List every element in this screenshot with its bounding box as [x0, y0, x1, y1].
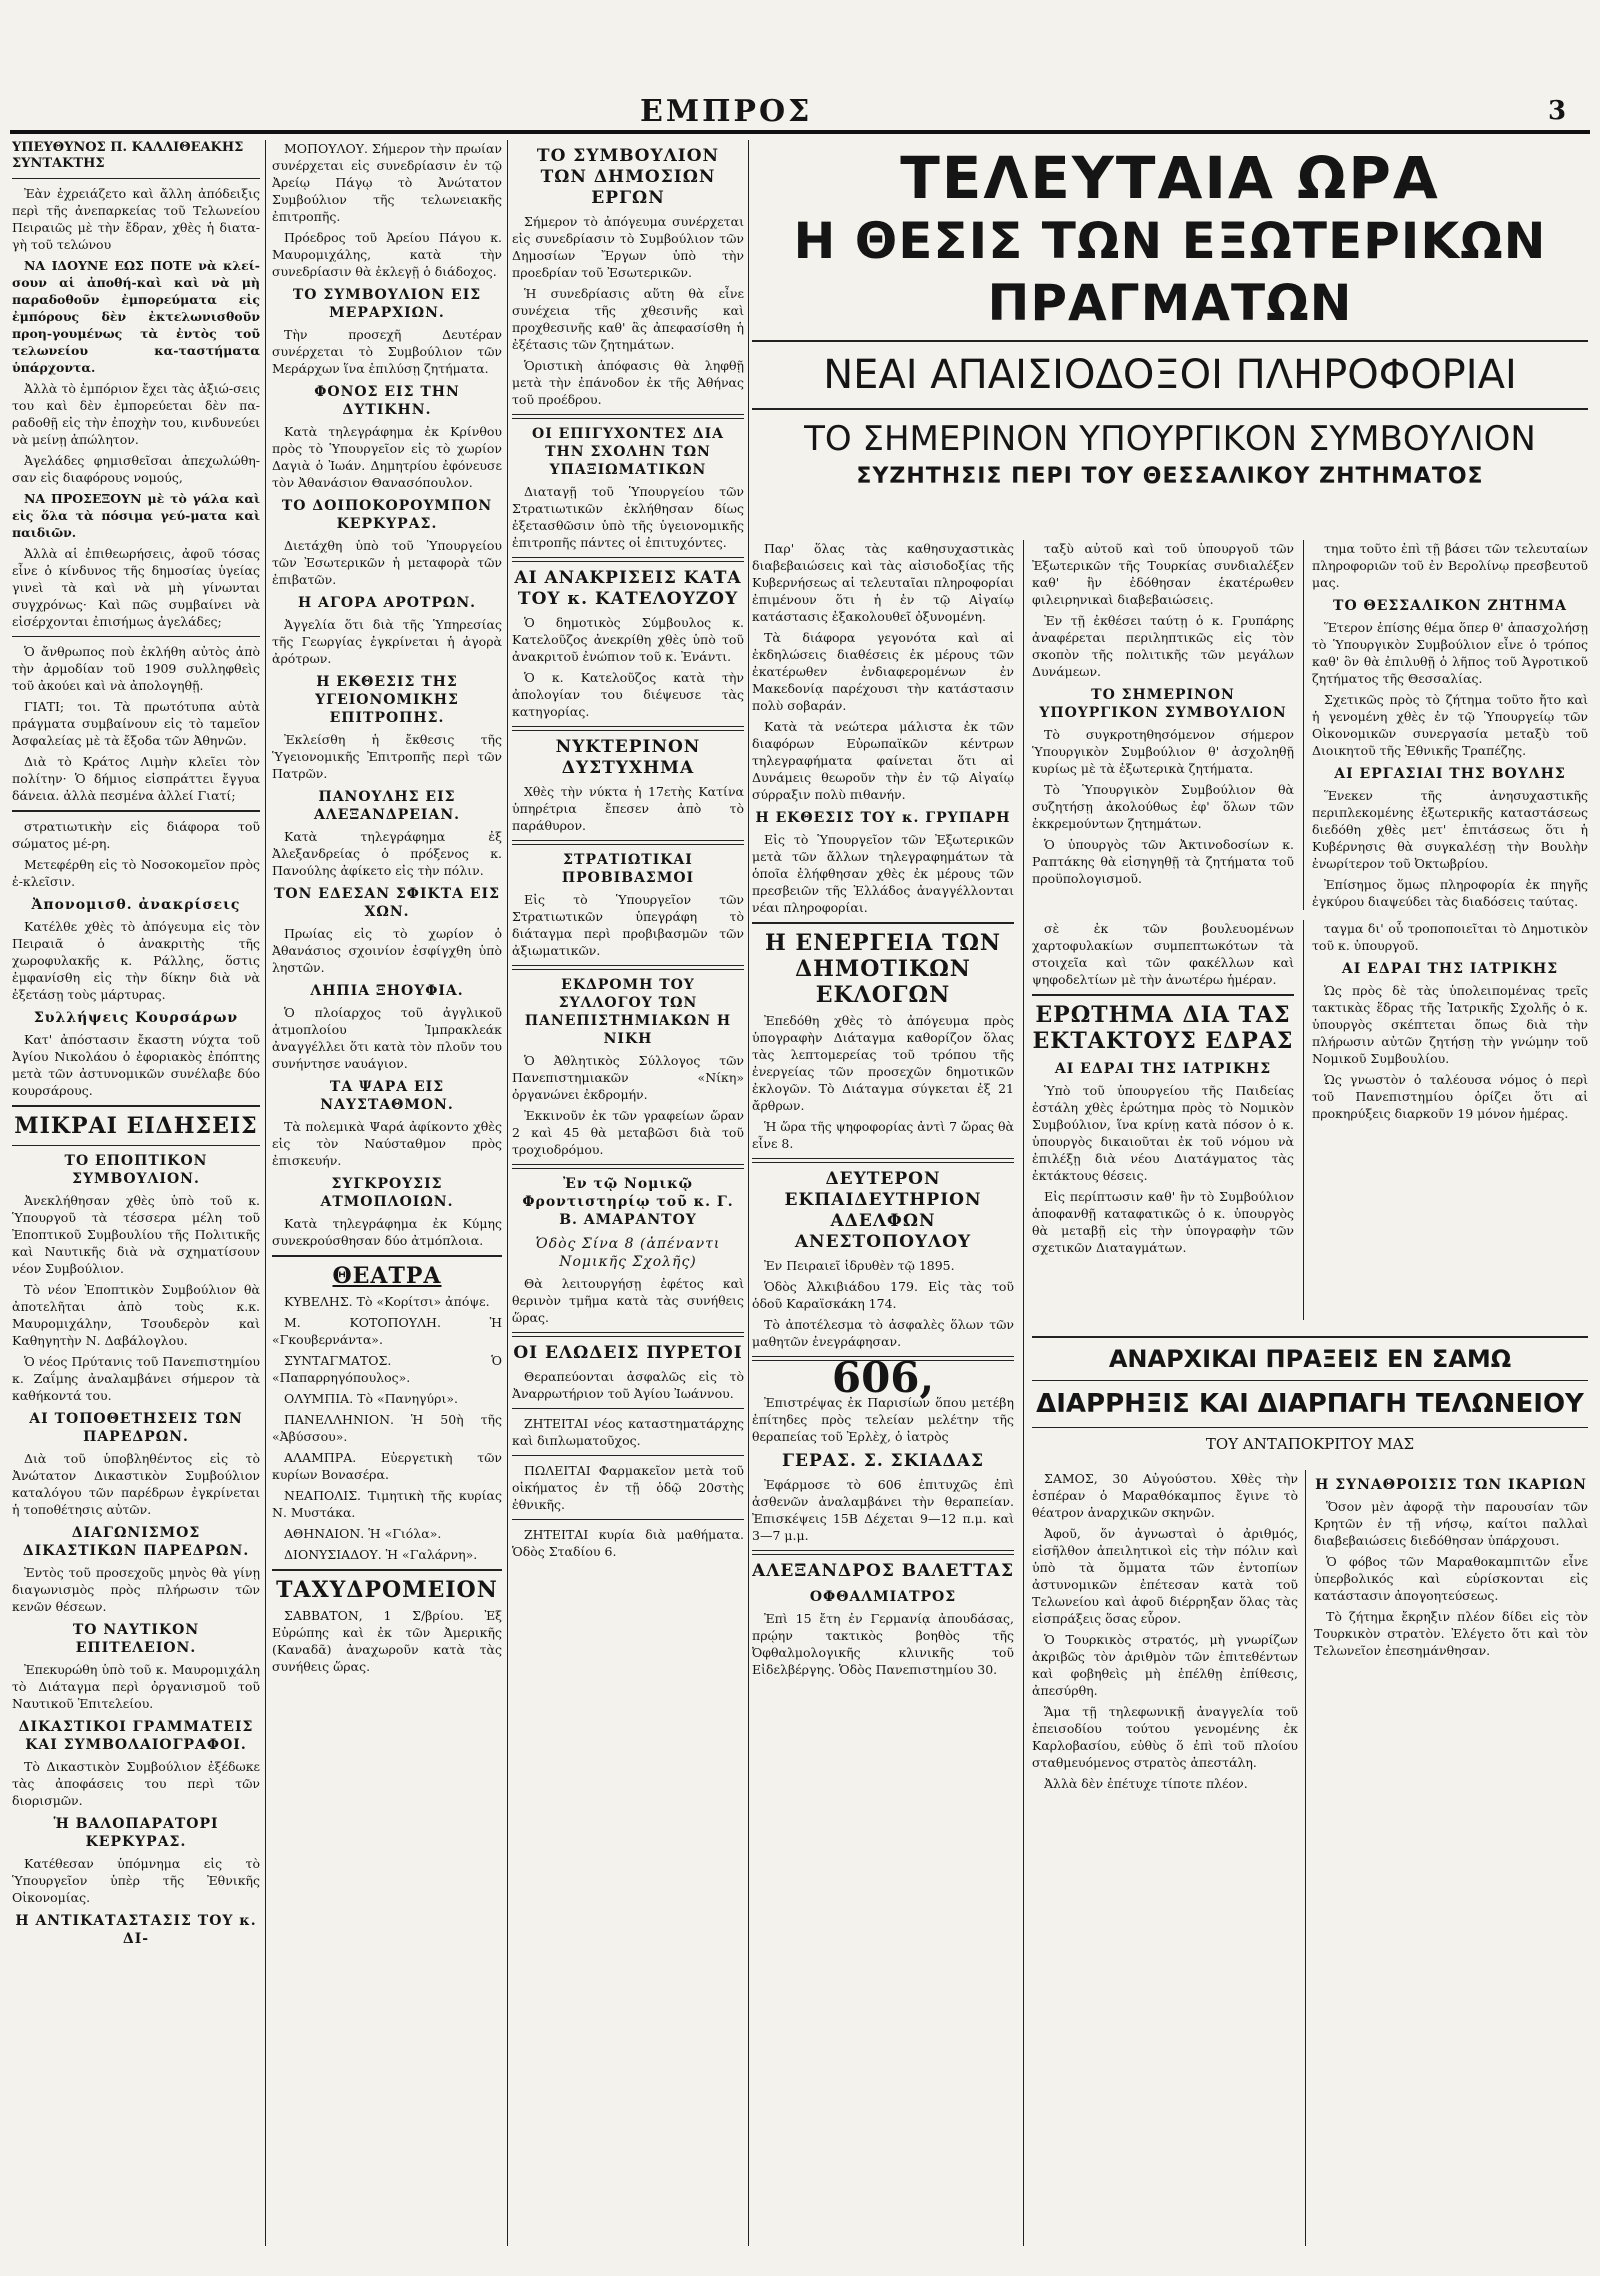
- paragraph: ΓΙΑΤΙ; τοι. Τὰ πρωτότυπα αὐτὰ πράγματα συμβαίνουν εἰς τὸ ταμεῖον Ἀσφαλείας μὲ τὰ ἔξοδα τῶν Ἀθηνῶν.: [12, 699, 260, 748]
- theatre-listing: ΑΛΑΜΠΡΑ. Εὐεργετικὴ τῶν κυρίων Βονασέρα.: [272, 1450, 502, 1482]
- advertisement-heading: Ἐν τῷ Νομικῷ Φροντιστηρίῳ τοῦ κ. Γ. Β. ΑΜΑΡΑΝΤΟΥ: [522, 1176, 734, 1228]
- paragraph: Εἰς περίπτωσιν καθ' ἣν τὸ Συμβούλιον ἀποφανθῇ καταφατικῶς ὁ κ. ὑπουργὸς θὰ μεταβῇ εἰς τὴν ὑπογραφὴν τῶν σχετικῶν Διαταγμάτων.: [1032, 1189, 1294, 1255]
- paragraph: Ὁριστικὴ ἀπόφασις θὰ ληφθῇ μετὰ τὴν ἐπάνοδον ἐκ τῆς Ἀθήνας τοῦ προέδρου.: [512, 358, 744, 407]
- masthead-rule: [10, 130, 1590, 134]
- headline-foreign-affairs: Η ΘΕΣΙΣ ΤΩΝ ΕΞΩΤΕΡΙΚΩΝ ΠΡΑΓΜΑΤΩΝ: [793, 212, 1547, 332]
- page-number: 3: [1548, 96, 1567, 126]
- headline-pessimistic-news: ΝΕΑΙ ΑΠΑΙΣΙΟΔΟΞΟΙ ΠΛΗΡΟΦΟΡΙΑΙ: [823, 352, 1517, 398]
- paragraph: Ἀλλὰ δὲν ἐπέτυχε τίποτε πλέον.: [1044, 1776, 1248, 1791]
- paragraph: Σχετικῶς πρὸς τὸ ζήτημα τοῦτο ἤτο καὶ ἡ γενομένη χθὲς ἐν τῷ Ὑπουργείῳ τῶν Οἰκονομικῶν συνεργασία μεταξὺ τοῦ Διοικητοῦ τῆς Ἐθνικῆς Τραπέζης.: [1312, 692, 1588, 758]
- section-heading: ΤΑΧΥΔΡΟΜΕΙΟΝ: [276, 1577, 498, 1603]
- divider: [272, 1569, 502, 1571]
- doctor-name: ΓΕΡΑΣ. Σ. ΣΚΙΑΔΑΣ: [781, 1451, 985, 1471]
- paragraph: ΣΑΒΒΑΤΟΝ, 1 Σ/βρίου. Ἐξ Εὐρώπης καὶ ἐκ τῶν Ἀμερικῆς (Καναδᾶ) ἀναχωροῦν κατὰ τὰς συνήθεις ὥρας.: [272, 1608, 502, 1674]
- subheading: Η ΑΓΟΡΑ ΑΡΟΤΡΩΝ.: [297, 595, 477, 611]
- divider: [1032, 1336, 1588, 1338]
- divider: [512, 1164, 744, 1169]
- paragraph: Ἐπὶ 15 ἔτη ἐν Γερμανίᾳ ἀπουδάσας, πρῴην τακτικὸς βοηθὸς τῆς Ὀφθαλμολογικῆς κλινικῆς τοῦ Εἰδελβέργης. Ὁδὸς Πανεπιστημίου 30.: [752, 1611, 1014, 1677]
- divider: [12, 1105, 260, 1107]
- theatre-listing: ΟΛΥΜΠΙΑ. Τὸ «Πανηγύρι».: [284, 1391, 458, 1406]
- divider: [512, 557, 744, 562]
- paragraph: Ἐκκινοῦν ἐκ τῶν γραφείων ὥραν 2 καὶ 45 θὰ μεταβῶσι διὰ τοῦ τροχιοδρόμου.: [512, 1108, 744, 1157]
- correspondent-line: ΤΟΥ ΑΝΤΑΠΟΚΡΙΤΟΥ ΜΑΣ: [1205, 1435, 1415, 1453]
- section-heading: ΕΡΩΤΗΜΑ ΔΙΑ ΤΑΣ ΕΚΤΑΚΤΟΥΣ ΕΔΡΑΣ: [1032, 1002, 1294, 1054]
- subheading: ΤΟ ΝΑΥΤΙΚΟΝ ΕΠΙΤΕΛΕΙΟΝ.: [72, 1622, 200, 1656]
- headline-customs-robbery: ΔΙΑΡΡΗΞΙΣ ΚΑΙ ΔΙΑΡΠΑΓΗ ΤΕΛΩΝΕΙΟΥ: [1036, 1389, 1584, 1419]
- subheading: ΑΙ ΕΔΡΑΙ ΤΗΣ ΙΑΤΡΙΚΗΣ: [1341, 961, 1559, 977]
- paragraph: ΣΑΜΟΣ, 30 Αὐγούστου. Χθὲς τὴν ἑσπέραν ὁ Μαραθόκαμπος ἔγινε τὸ θέατρον ἀναρχικῶν σκηνῶν.: [1032, 1471, 1298, 1520]
- paragraph: Ὁ ἄνθρωπος ποὺ ἐκλήθη αὐτὸς ἀπὸ τὴν ἀρμοδίαν τοῦ 1909 συλληφθεὶς τοῦ ἀκούει καὶ νὰ ἀπολογηθῇ.: [12, 644, 260, 693]
- divider: [752, 340, 1588, 342]
- doctor-specialty: ΟΦΘΑΛΜΙΑΤΡΟΣ: [809, 1589, 957, 1605]
- paragraph: Ἐπιστρέψας ἐκ Παρισίων ὅπου μετέβη ἐπίτηδες πρὸς τελείαν μελέτην τῆς θεραπείας τοῦ Ἐρλὲχ, ὁ ἰατρὸς: [752, 1395, 1014, 1444]
- theatre-listing: ΑΘΗΝΑΙΟΝ. Ἡ «Γιόλα».: [284, 1526, 442, 1541]
- paragraph: Ἐπεκυρώθη ὑπὸ τοῦ κ. Μαυρομιχάλη τὸ Διάταγμα περὶ ὀργανισμοῦ τοῦ Ναυτικοῦ Ἐπιτελείου.: [12, 1662, 260, 1711]
- paragraph: Ἀλλὰ τὸ ἐμπόριον ἔχει τὰς ἀξιώ-σεις του καὶ δὲν ἐμπορεύεται δὲν πα-ραδοθῇ εἰς τὴν ἐποχὴν του, κινδυνεύει νὰ μείνῃ ἀπώλητον.: [12, 381, 260, 447]
- paragraph: ταγμα δι' οὗ τροποποιεῖται τὸ Δημοτικὸν τοῦ κ. ὑπουργοῦ.: [1312, 921, 1588, 953]
- subheading: ΣΥΓΚΡΟΥΣΙΣ ΑΤΜΟΠΛΟΙΩΝ.: [320, 1176, 454, 1210]
- paragraph: Τὴν προσεχῆ Δευτέραν συνέρχεται τὸ Συμβούλιον τῶν Μεράρχων ἵνα ἐπιλύσῃ ζητήματα.: [272, 327, 502, 376]
- paragraph: Σήμερον τὸ ἀπόγευμα συνέρχεται εἰς συνεδρίασιν τὸ Συμβούλιον τῶν Δημοσίων Ἔργων ὑπὸ τὴν προεδρίαν τοῦ Ἐσωτερικῶν.: [512, 214, 744, 280]
- column-rule: [1303, 920, 1304, 1320]
- paragraph: Ἕνεκεν τῆς ἀνησυχαστικῆς περιπλεκομένης ἐξωτερικῆς καταστάσεως διεδόθη χθὲς μετ' ἐπιτάσεως ὅτι ἡ Κυβέρνησις θὰ συγκαλέσῃ τὴν Βουλὴν ἐνωρίτερον τοῦ Ὀκτωβρίου.: [1312, 788, 1588, 871]
- column-rule: [748, 140, 749, 2246]
- classified-ad: ΖΗΤΕΙΤΑΙ νέος καταστηματάρχης καὶ διπλωματοῦχος.: [512, 1416, 744, 1448]
- paragraph: Ἀφοῦ, ὅν ἀγνωσταὶ ὁ ἀριθμός, εἰσῆλθον ἀπειλητικοὶ εἰς τὴν πόλιν καὶ ὑπὸ τὰ ὄμματα τῶν ἐντοπίων ἀστυνομικῶν ἐπέτεσαν κατὰ τοῦ Τελωνείου καὶ ἀφοῦ διέρρηξαν ὅλας τὰς εἰσπράξεις ὅσας εὗρον.: [1032, 1526, 1298, 1626]
- paragraph: Μετεφέρθη εἰς τὸ Νοσοκομεῖον πρὸς ἐ-κλεῖσιν.: [12, 857, 260, 889]
- paragraph: Τὸ ἀποτέλεσμα τὸ ἀσφαλὲς ὅλων τῶν μαθητῶν ἐνεγράφησαν.: [752, 1317, 1014, 1349]
- subheading: ΔΙΚΑΣΤΙΚΟΙ ΓΡΑΜΜΑΤΕΙΣ ΚΑΙ ΣΥΜΒΟΛΑΙΟΓΡΑΦΟΙ.: [18, 1719, 254, 1753]
- subheading: ΤΟ ΘΕΣΣΑΛΙΚΟΝ ΖΗΤΗΜΑ: [1333, 598, 1567, 614]
- paragraph: Τὸ Δικαστικὸν Συμβούλιον ἐξέδωκε τὰς ἀποφάσεις του περὶ τῶν διορισμῶν.: [12, 1759, 260, 1808]
- divider: [512, 1408, 744, 1409]
- paragraph: Ἡ ὥρα τῆς ψηφοφορίας ἀντὶ 7 ὥρας θὰ εἶνε 8.: [752, 1119, 1014, 1151]
- subheading: Ἡ ΒΑΛΟΠΑΡΑΤΟΡΙ ΚΕΡΚΥΡΑΣ.: [53, 1816, 219, 1850]
- right-column-2: [1032, 540, 1294, 910]
- advertisement-606: 606,: [831, 1353, 935, 1402]
- paragraph: Ὁ φόβος τῶν Μαραθοκαμπιτῶν εἶνε ὑπερβολικός καὶ εὑρίσκονται εἰς κατάστασιν ἀπογοητεύσεως.: [1314, 1554, 1588, 1603]
- column-1: [12, 140, 260, 2246]
- headline-thessalian-question: ΣΥΖΗΤΗΣΙΣ ΠΕΡΙ ΤΟΥ ΘΕΣΣΑΛΙΚΟΥ ΖΗΤΗΜΑΤΟΣ: [856, 464, 1484, 489]
- section-heading: ΝΥΚΤΕΡΙΝΟΝ ΔΥΣΤΥΧΗΜΑ: [555, 737, 701, 778]
- doctor-name: ΑΛΕΞΑΝΔΡΟΣ ΒΑΛΕΤΤΑΣ: [752, 1561, 1014, 1581]
- section-heading: ΟΙ ΕΛΩΔΕΙΣ ΠΥΡΕΤΟΙ: [513, 1343, 743, 1363]
- headline-last-hour: ΤΕΛΕΥΤΑΙΑ ΩΡΑ: [900, 144, 1440, 212]
- advertisement-heading: ΔΕΥΤΕΡΟΝ ΕΚΠΑΙΔΕΥΤΗΡΙΟΝ ΑΔΕΛΦΩΝ ΑΝΕΣΤΟΠΟΥΛΟΥ: [784, 1169, 982, 1252]
- divider: [1032, 1380, 1588, 1381]
- samos-article-header: [1032, 1330, 1588, 1454]
- right-column-3: [1312, 540, 1588, 910]
- divider: [512, 840, 744, 845]
- subheading: ΑΙ ΤΟΠΟΘΕΤΗΣΕΙΣ ΤΩΝ ΠΑΡΕΔΡΩΝ.: [29, 1411, 243, 1445]
- subheading: Η ΣΥΝΑΘΡΟΙΣΙΣ ΤΩΝ ΙΚΑΡΙΩΝ: [1315, 1477, 1587, 1493]
- headline-samos: ΑΝΑΡΧΙΚΑΙ ΠΡΑΞΕΙΣ ΕΝ ΣΑΜΩ: [1108, 1345, 1512, 1373]
- paragraph: Διετάχθη ὑπὸ τοῦ Ὑπουργείου τῶν Ἐσωτερικῶν ἡ μεταφορὰ τῶν ἐπιβατῶν.: [272, 538, 502, 587]
- column-rule: [1305, 1470, 1306, 2246]
- paragraph: Τὸ Ὑπουργικὸν Συμβούλιον θὰ συζητήσῃ ἀκολούθως ἐφ' ὅλων τῶν ἐκκρεμούντων ζητημάτων.: [1032, 782, 1294, 831]
- divider: [512, 1332, 744, 1337]
- paragraph: Ἐντὸς τοῦ προσεχοῦς μηνὸς θὰ γίνῃ διαγωνισμὸς πρὸς πλήρωσιν τῶν κενῶν θέσεων.: [12, 1565, 260, 1614]
- paragraph: Ὅσον μὲν ἀφορᾷ τὴν παρουσίαν τῶν Κρητῶν ἐν τῇ νήσῳ, καίτοι παλλαὶ διαβεβαιώσεις διεδόθησαν ὑπάρχουσι.: [1314, 1499, 1588, 1548]
- paragraph: Ἐφάρμοσε τὸ 606 ἐπιτυχῶς ἐπὶ ἀσθενῶν ἀναλαμβάνει τὴν θεραπείαν. Ἐπισκέψεις 15Β Δέχεται 9—12 π.μ. καὶ 3—7 μ.μ.: [752, 1477, 1014, 1543]
- paragraph: Ἐκλείσθη ἡ ἔκθεσις τῆς Ὑγειονομικῆς Ἐπιτροπῆς περὶ τῶν Πατρῶν.: [272, 732, 502, 781]
- column-rule: [1023, 540, 1024, 2246]
- paragraph: Ἐν τῇ ἐκθέσει ταύτῃ ὁ κ. Γρυπάρης ἀναφέρεται περιληπτικῶς εἰς τὸν σκοπὸν τῆς πολιτικῆς τῶν μεγάλων Δυνάμεων.: [1032, 613, 1294, 679]
- paragraph: Ἀγγελία ὅτι διὰ τῆς Ὑπηρεσίας τῆς Γεωργίας ἐγκρίνεται ἡ ἀγορὰ ἀρότρων.: [272, 617, 502, 666]
- right-column-2-cont: [1032, 920, 1294, 1320]
- divider: [512, 414, 744, 419]
- section-heading: ΑΙ ΑΝΑΚΡΙΣΕΙΣ ΚΑΤΑ ΤΟΥ κ. ΚΑΤΕΛΟΥΖΟΥ: [514, 568, 742, 609]
- paragraph: Ὡς πρὸς δὲ τὰς ὑπολειπομένας τρεῖς τακτικὰς ἕδρας τῆς Ἰατρικῆς Σχολῆς ὁ κ. ὑπουργὸς σκέπτεται ὅπως διὰ τὴν πλήρωσιν αὐτῶν ζητήσῃ τὴν γνώμην τοῦ Νομικοῦ Συμβουλίου.: [1312, 983, 1588, 1066]
- paragraph: Κατὰ τὰ νεώτερα μάλιστα ἐκ τῶν διαφόρων Εὐρωπαϊκῶν κέντρων τηλεγραφήματα φαίνεται ὅτι αἱ Δυνάμεις θεωροῦν τὴν ἐν τῷ Αἰγαίῳ σύρραξιν πολὺ πιθανήν.: [752, 719, 1014, 802]
- subheading: Συλλήψεις Κουρσάρων: [33, 1010, 239, 1026]
- responsible-editor: [12, 140, 260, 172]
- subheading: ΔΙΑΓΩΝΙΣΜΟΣ ΔΙΚΑΣΤΙΚΩΝ ΠΑΡΕΔΡΩΝ.: [22, 1525, 250, 1559]
- subheading: ΤΟ ΔΟΙΠΟΚΟΡΟΥΜΠΟΝ ΚΕΡΚΥΡΑΣ.: [281, 498, 493, 532]
- theatre-listing: ΠΑΝΕΛΛΗΝΙΟΝ. Ἡ 50ὴ τῆς «Ἀβύσσου».: [272, 1412, 502, 1444]
- subheading: ΤΑ ΨΑΡΑ ΕΙΣ ΝΑΥΣΤΑΘΜΟΝ.: [320, 1079, 454, 1113]
- advertisement-address: Ὁδὸς Σίνα 8 (ἀπέναντι Νομικῆς Σχολῆς): [535, 1236, 721, 1270]
- section-heading: ΤΟ ΣΥΜΒΟΥΛΙΟΝ ΤΩΝ ΔΗΜΟΣΙΩΝ ΕΡΓΩΝ: [536, 146, 720, 208]
- editor-line: ΥΠΕΥΘΥΝΟΣ Π. ΚΑΛΛΙΘΕΑΚΗΣ: [12, 140, 244, 155]
- paragraph: στρατιωτικὴν εἰς διάφορα τοῦ σώματος μέ-ρη.: [12, 819, 260, 851]
- subheading: Η ΑΝΤΙΚΑΤΑΣΤΑΣΙΣ ΤΟΥ κ. ΔΙ-: [15, 1913, 257, 1947]
- paragraph: Κατὰ τηλεγράφημα ἐκ Κρίνθου πρὸς τὸ Ὑπουργεῖον εἰς τὸ χωρίον Δαγιὰ ὁ Ἰωάν. Δημητρίου ἐφόνευσε τὸν Ἀθανάσιον Θανασόπουλον.: [272, 424, 502, 490]
- paragraph: Τὰ διάφορα γεγονότα καὶ αἱ ἐκδηλώσεις διαθέσεις ἐκ μέρους τῶν ἐκατέρωθεν ἐνδιαφερομένων ἐν Μακεδονίᾳ παρέχουσι τὴν κατάστασιν πολὺ σοβαράν.: [752, 630, 1014, 713]
- paragraph: Πρωίας εἰς τὸ χωρίον ὁ Ἀθανάσιος σχοινίον ἐσφίγχθη ὑπὸ ληστῶν.: [272, 926, 502, 975]
- paragraph: Τὸ ζήτημα ἔκρηξιν πλέον δίδει εἰς τὸν Τουρκικὸν στρατὸν. Ἐλέγετο ὅτι καὶ τὸν Τελωνεῖον ἐπεσημάνθησαν.: [1314, 1609, 1588, 1658]
- divider: [512, 726, 744, 731]
- paragraph: Ἐπίσημος ὅμως πληροφορία ἐκ πηγῆς ἐγκύρου διαψεύδει τὰς διαδόσεις ταύτας.: [1312, 877, 1588, 909]
- classified-ad: ΠΩΛΕΙΤΑΙ Φαρμακεῖον μετὰ τοῦ οἰκήματος ἐν τῇ ὁδῷ 20στὴς ἐθνικῆς.: [512, 1463, 744, 1512]
- subheading: ΤΟΝ ΕΔΕΣΑΝ ΣΦΙΚΤΑ ΕΙΣ ΧΩΝ.: [273, 886, 500, 920]
- paragraph: Ὁδὸς Ἀλκιβιάδου 179. Εἰς τὰς τοῦ ὁδοῦ Καραϊσκάκη 174.: [752, 1279, 1014, 1311]
- divider: [512, 1455, 744, 1456]
- theatre-listing: ΔΙΟΝΥΣΙΑΔΟΥ. Ἡ «Γαλάρνη».: [284, 1547, 478, 1562]
- paragraph: Κατέθεσαν ὑπόμνημα εἰς τὸ Ὑπουργεῖον ὑπὲρ τῆς Ἐθνικῆς Οἰκονομίας.: [12, 1856, 260, 1905]
- theatre-listing: ΝΕΑΠΟΛΙΣ. Τιμητικὴ τῆς κυρίας Ν. Μυστάκα.: [272, 1488, 502, 1520]
- subheading: Η ΕΚΘΕΣΙΣ ΤΟΥ κ. ΓΡΥΠΑΡΗ: [755, 810, 1011, 826]
- section-heading: ΕΚΔΡΟΜΗ ΤΟΥ ΣΥΛΛΟΓΟΥ ΤΩΝ ΠΑΝΕΠΙΣΤΗΜΙΑΚΩΝ Η ΝΙΚΗ: [524, 977, 732, 1047]
- paragraph: τημα τοῦτο ἐπὶ τῇ βάσει τῶν τελευταίων πληροφοριῶν τοῦ ἐν Βερολίνῳ πρεσβευτοῦ μας.: [1312, 541, 1588, 590]
- last-hour-section: [752, 140, 1588, 2246]
- headline-cabinet-council: ΤΟ ΣΗΜΕΡΙΝΟΝ ΥΠΟΥΡΓΙΚΟΝ ΣΥΜΒΟΥΛΙΟΝ: [804, 419, 1536, 459]
- paragraph: Διὰ τοῦ ὑποβληθέντος εἰς τὸ Ἀνώτατον Δικαστικὸν Συμβούλιον καταλόγου τῶν παρέδρων ἐγκρίνεται ἡ τοποθέτησις αὐτῶν.: [12, 1451, 260, 1517]
- subheading: ΤΟ ΕΠΟΠΤΙΚΟΝ ΣΥΜΒΟΥΛΙΟΝ.: [64, 1153, 208, 1187]
- paragraph: ΝΑ ΠΡΟΣΕΞΟΥΝ μὲ τὸ γάλα καὶ εἰς ὅλα τὰ πόσιμα γεύ-ματα καὶ παιδιῶν.: [12, 491, 260, 540]
- editor-role: ΣΥΝΤΑΚΤΗΣ: [12, 156, 105, 171]
- subheading: ΠΑΝΟΥΛΗΣ ΕΙΣ ΑΛΕΞΑΝΔΡΕΙΑΝ.: [313, 789, 461, 823]
- paragraph: Ἕτερον ἐπίσης θέμα ὅπερ θ' ἀπασχολήσῃ τὸ Ὑπουργικὸν Συμβούλιον εἶνε ὁ τρόπος καθ' ὃν θὰ ἐπιλυθῇ ὁ λῆπος τοῦ Ἀγροτικοῦ ζητήματος τῆς Θεσσαλίας.: [1312, 620, 1588, 686]
- paragraph: Ὁ νέος Πρύτανις τοῦ Πανεπιστημίου κ. Ζαΐμης ἀναλαμβάνει σήμερον τὰ καθήκοντά του.: [12, 1354, 260, 1403]
- divider: [752, 1158, 1014, 1163]
- column-rule: [507, 140, 508, 2246]
- paragraph: Ὡς γνωστὸν ὁ ταλέουσα νόμος ὁ περὶ τοῦ Πανεπιστημίου ὁρίζει ὅτι αἱ προκηρύξεις διαρκοῦν 19 μόνον ἡμέρας.: [1312, 1072, 1588, 1121]
- samos-column-1: [1032, 1470, 1298, 2246]
- paragraph: Θεραπεύονται ἀσφαλῶς εἰς τὸ Ἀναρρωτήριον τοῦ Ἀγίου Ἰωάννου.: [512, 1369, 744, 1401]
- paragraph: Ἀγελάδες φημισθεῖσαι ἀπεχωλώθη-σαν εἰς διαφόρους νομούς,: [12, 453, 260, 485]
- paragraph: Παρ' ὅλας τὰς καθησυχαστικὰς διαβεβαιώσεις καὶ τὰς αἰσιοδοξίας τῆς Κυβερνήσεως αἱ τελευταῖαι πληροφορίαι ἐπιμένουν ὅτι ἡ ἐν τῷ Αἰγαίῳ κατάστασις ἐξακολουθεῖ ὀξυνομένη.: [752, 541, 1014, 624]
- right-column-3-cont: [1312, 920, 1588, 1320]
- paragraph: Ἀνεκλήθησαν χθὲς ὑπὸ τοῦ κ. Ὑπουργοῦ τὰ τέσσερα μέλη τοῦ Ἐποπτικοῦ Συμβουλίου τῆς Πολιτικῆς καὶ Ναυτικῆς διὰ νὰ σχηματίσουν νέον Συμβούλιον.: [12, 1193, 260, 1276]
- subheading: ΤΟ ΣΥΜΒΟΥΛΙΟΝ ΕΙΣ ΜΕΡΑΡΧΙΩΝ.: [292, 287, 482, 321]
- subheading: ΑΙ ΕΡΓΑΣΙΑΙ ΤΗΣ ΒΟΥΛΗΣ: [1334, 766, 1566, 782]
- paragraph: Ὁ ὑπουργὸς τῶν Ἀκτινοδοσίων κ. Ραπτάκης θὰ εἰσηγηθῇ τὰ ζητήματα τοῦ προϋπολογισμοῦ.: [1032, 837, 1294, 886]
- newspaper-title: ΕΜΠΡΟΣ: [640, 94, 813, 129]
- section-heading: ΣΤΡΑΤΙΩΤΙΚΑΙ ΠΡΟΒΙΒΑΣΜΟΙ: [561, 852, 695, 886]
- column-rule: [1303, 540, 1304, 910]
- paragraph: ΜΟΠΟΥΛΟΥ. Σήμερον τὴν πρωίαν συνέρχεται εἰς συνεδρίασιν ἐν τῷ Ἀρείῳ Πάγῳ τὸ Ἀνώτατον Συμβούλιον τῆς τελωνειακῆς ἐπιτροπῆς.: [272, 141, 502, 224]
- paragraph: Ὑπὸ τοῦ ὑπουργείου τῆς Παιδείας ἐστάλη χθὲς ἐρώτημα πρὸς τὸ Νομικὸν Συμβούλιον, ἵνα κρίνῃ κατὰ πόσον ὁ κ. ὑπουργὸς δικαιοῦται ἐκ τοῦ νόμου νὰ ἐπιλέξῃ διὰ νέου Διατάγματος τὰς ἐκτάκτους θέσεις.: [1032, 1083, 1294, 1183]
- subheading: Ἀπονομισθ. ἀνακρίσεις: [31, 897, 241, 913]
- paragraph: Εἰς τὸ Ὑπουργεῖον τῶν Ἐξωτερικῶν μετὰ τῶν ἄλλων τηλεγραφημάτων τὰ ὁποῖα ἐλήφθησαν χθὲς ἐκ μέρους τῶν πρεσβειῶν τῆς Ἑλλάδος ἀναγγέλλονται νέαι πληροφορίαι.: [752, 832, 1014, 915]
- divider: [12, 636, 260, 637]
- subheading: ΛΗΠΙΑ ΞΗΟΥΦΙΑ.: [310, 983, 464, 999]
- theatre-listing: ΣΥΝΤΑΓΜΑΤΟΣ. Ὁ «Παπαρρηγόπουλος».: [272, 1353, 502, 1385]
- paragraph: Χθὲς τὴν νύκτα ἡ 17ετὴς Κατίνα ὑπηρέτρια ἔπεσεν ἀπὸ τὸ παράθυρον.: [512, 784, 744, 833]
- paragraph: Ὁ πλοίαρχος τοῦ ἀγγλικοῦ ἀτμοπλοίου Ἰμπρακλεάκ ἀναγγέλλει ὅτι κατὰ τὸν πλοῦν του συνήντησε ναυάγιον.: [272, 1005, 502, 1071]
- paragraph: Ἐν Πειραιεῖ ἱδρυθὲν τῷ 1895.: [764, 1258, 955, 1273]
- samos-column-2: [1314, 1470, 1588, 2246]
- paragraph: Τὰ πολεμικὰ Ψαρά ἀφίκοντο χθὲς εἰς τὸν Ναύσταθμον πρὸς ἐπισκευήν.: [272, 1119, 502, 1168]
- section-heading: ΜΙΚΡΑΙ ΕΙΔΗΣΕΙΣ: [14, 1113, 258, 1139]
- divider: [1032, 994, 1294, 996]
- divider: [272, 1255, 502, 1257]
- theatre-listing: ΚΥΒΕΛΗΣ. Τὸ «Κορίτσι» ἀπόψε.: [284, 1294, 490, 1309]
- paragraph: Τὸ συγκροτηθησόμενον σήμερον Ὑπουργικὸν Συμβούλιον θ' ἀσχοληθῇ κυρίως μὲ τὰ ἐξωτερικὰ ζητήματα.: [1032, 727, 1294, 776]
- paragraph: Διαταγῇ τοῦ Ὑπουργείου τῶν Στρατιωτικῶν ἐκλήθησαν δίως ἐξετασθῶσιν ὑπὸ τῆς ὑγειονομικῆς ἐπιτροπῆς πάντες οἱ ἐπιτυχόντες.: [512, 484, 744, 550]
- divider: [752, 922, 1014, 924]
- paragraph: ταξὺ αὐτοῦ καὶ τοῦ ὑπουργοῦ τῶν Ἐξωτερικῶν τῆς Τουρκίας συνδιαλέξεν καθ' ἣν ἐδόθησαν ἑκατέρωθεν φιλειρηνικαὶ διαβεβαιώσεις.: [1032, 541, 1294, 607]
- paragraph: Ὁ κ. Κατελοῦζος κατὰ τὴν ἀπολογίαν του διέψευσε τὰς κατηγορίας.: [512, 670, 744, 719]
- column-2: [272, 140, 502, 2246]
- divider: [512, 1519, 744, 1520]
- divider: [512, 965, 744, 970]
- paragraph: Ὁ Τουρκικὸς στρατός, μὴ γνωρίζων ἀκριβῶς τὸν ἀριθμὸν τῶν ἐπιτεθέντων καὶ φοβηθεὶς μὴ ἐπέλθῃ ἐπίθεσις, ἀπεσύρθη.: [1032, 1632, 1298, 1698]
- paragraph: Εἰς τὸ Ὑπουργεῖον τῶν Στρατιωτικῶν ὑπεγράφη τὸ διάταγμα περὶ προβιβασμῶν τῶν ἀξιωματικῶν.: [512, 892, 744, 958]
- divider: [752, 408, 1588, 410]
- paragraph: Κατέλθε χθὲς τὸ ἀπόγευμα εἰς τὸν Πειραιᾶ ὁ ἀνακριτὴς τῆς χωροφυλακῆς κ. Ράλλης, ὅστις ἐμφανίσθη εἰς τὴν δίκην διὰ νὰ ἐξετάσῃ τοὺς μάρτυρας.: [12, 919, 260, 1002]
- paragraph: Διὰ τὸ Κράτος Λιμὴν κλεῖει τὸν πολίτην· Ὁ δήμιος εἰσπράττει ἔγγυα δάνεια. ἀλλὰ πεσμένα ἀλλεί Γιατί;: [12, 754, 260, 803]
- section-heading: ΘΕΑΤΡΑ: [332, 1263, 442, 1289]
- classified-ad: ΖΗΤΕΙΤΑΙ κυρία διὰ μαθήματα. Ὁδὸς Σταδίου 6.: [512, 1527, 744, 1559]
- column-3: [512, 140, 744, 2246]
- section-heading: Η ΕΝΕΡΓΕΙΑ ΤΩΝ ΔΗΜΟΤΙΚΩΝ ΕΚΛΟΓΩΝ: [764, 930, 1002, 1008]
- divider: [12, 810, 260, 812]
- paragraph: Ἀλλὰ αἱ ἐπιθεωρήσεις, ἀφοῦ τόσας εἶνε ὁ κίνδυνος τῆς δημοσίας ὑγείας γινεὶ τὰ καὶ νὰ μὴ γίνωνται συγχρόνως· Καὶ πῶς συμβαίνει νὰ εἰσέρχονται ἐπισήμως ἀγελάδες;: [12, 546, 260, 629]
- paragraph: Ἡ συνεδρίασις αὕτη θὰ εἶνε συνέχεια τῆς χθεσινῆς καὶ προχθεσινῆς καθ' ἃς ἀπεφασίσθη ἡ ἐξέτασις τῶν ζητημάτων.: [512, 286, 744, 352]
- paragraph: Θὰ λειτουργήσῃ ἐφέτος καὶ θερινὸν τμῆμα κατὰ τὰς συνήθεις ὥρας.: [512, 1276, 744, 1325]
- paragraph: σὲ ἐκ τῶν βουλευομένων χαρτοφυλακίων συμπεπτωκότων τὰ στοιχεῖα καὶ τῶν φακέλλων καὶ ψηφοδελτίων μὲ τὴν ἀνωτέρω ἡμέραν.: [1032, 921, 1294, 987]
- paragraph: Πρόεδρος τοῦ Ἀρείου Πάγου κ. Μαυρομιχάλης, κατὰ τὴν συνεδρίασιν θὰ ἐκλεγῇ ὁ διάδοχος.: [272, 230, 502, 279]
- samos-article-body: [1032, 1470, 1588, 2246]
- right-column-1: [752, 540, 1014, 2246]
- divider: [1032, 1427, 1588, 1428]
- subheading: ΑΙ ΕΔΡΑΙ ΤΗΣ ΙΑΤΡΙΚΗΣ: [1054, 1061, 1272, 1077]
- divider: [12, 178, 260, 179]
- paragraph: ΝΑ ΙΔΟΥΝΕ ΕΩΣ ΠΟΤΕ νὰ κλεί-σουν αἱ ἀποθή-καὶ καὶ νὰ μὴ παραδοθοῦν ἐμπορεύματα εἰς ἐμπόρους δὲν ἐκτελωνισθοῦν προη-γουμένως τὰ ἐντὸς τοῦ τελωνείου κα-ταστήματα ὑπάρχοντα.: [12, 258, 260, 375]
- paragraph: Τὸ νέον Ἐποπτικὸν Συμβούλιον θὰ ἀποτελῆται ἀπὸ τοὺς κ.κ. Μαυρομιχάλην, Τσουδερὸν καὶ Καθηγητὴν Ν. Δαβάλογλου.: [12, 1282, 260, 1348]
- theatre-listing: Μ. ΚΟΤΟΠΟΥΛΗ. Ἡ «Γκουβερνάντα».: [272, 1315, 502, 1347]
- paragraph: Ἐπεδόθη χθὲς τὸ ἀπόγευμα πρὸς ὑπογραφὴν Διάταγμα καθορίζον ὅλας τὰς λεπτομερείας τοῦ τρόπου τῆς ἐνεργείας τῶν προσεχῶν δημοτικῶν ἐκλογῶν. Τὸ Διάταγμα σύγκεται ἐξ 21 ἄρθρων.: [752, 1013, 1014, 1113]
- paragraph: Κατὰ τηλεγράφημα ἐξ Ἀλεξανδρείας ὁ πρόξενος κ. Πανούλης ἀφίκετο εἰς τὴν πόλιν.: [272, 829, 502, 878]
- paragraph: Κατ' ἀπόστασιν ἔκαστη νύχτα τοῦ Ἀγίου Νικολάου ὁ ἐφοριακὸς ἐπόπτης μετὰ τῶν ἀστυνομικῶν συνέλαβε δύο κουρσάρους.: [12, 1032, 260, 1098]
- paragraph: Ἅμα τῇ τηλεφωνικῇ ἀναγγελία τοῦ ἐπεισοδίου τούτου γενομένης ἐκ Καρλοβασίου, εὐθὺς ὅ ἐπὶ τοῦ πλοίου σταθμευόμενος στρατὸς ἀπεστάλη.: [1032, 1704, 1298, 1770]
- subheading: Η ΕΚΘΕΣΙΣ ΤΗΣ ΥΓΕΙΟΝΟΜΙΚΗΣ ΕΠΙΤΡΟΠΗΣ.: [315, 674, 459, 726]
- masthead: [0, 0, 1600, 130]
- paragraph: Κατὰ τηλεγράφημα ἐκ Κύμης συνεκρούσθησαν δύο ἀτμόπλοια.: [272, 1216, 502, 1248]
- paragraph: Ἐὰν ἐχρειάζετο καὶ ἄλλη ἀπόδειξις περὶ τῆς ἀνεπαρκείας τοῦ Τελωνείου Πειραιῶς μὲ τὴν ἔδραν, χθὲς ἡ διατα-γὴ τοῦ τελώνου: [12, 186, 260, 252]
- subheading: ΦΟΝΟΣ ΕΙΣ ΤΗΝ ΔΥΤΙΚΗΝ.: [314, 384, 460, 418]
- column-rule: [265, 140, 266, 2246]
- section-heading: ΟΙ ΕΠΙΓΥΧΟΝΤΕΣ ΔΙΑ ΤΗΝ ΣΧΟΛΗΝ ΤΩΝ ΥΠΑΞΙΩΜΑΤΙΚΩΝ: [532, 426, 724, 478]
- paragraph: Ὁ Ἀθλητικὸς Σύλλογος τῶν Πανεπιστημιακῶν «Νίκη» ὀργανώνει ἐκδρομήν.: [512, 1053, 744, 1102]
- divider: [12, 1145, 260, 1146]
- divider: [752, 1550, 1014, 1555]
- paragraph: Ὁ δημοτικὸς Σύμβουλος κ. Κατελοῦζος ἀνεκρίθη χθὲς ὑπὸ τοῦ ἀνακριτοῦ ἐνώπιον τοῦ κ. Ἐνάντι.: [512, 615, 744, 664]
- subheading: ΤΟ ΣΗΜΕΡΙΝΟΝ ΥΠΟΥΡΓΙΚΟΝ ΣΥΜΒΟΥΛΙΟΝ: [1039, 687, 1287, 721]
